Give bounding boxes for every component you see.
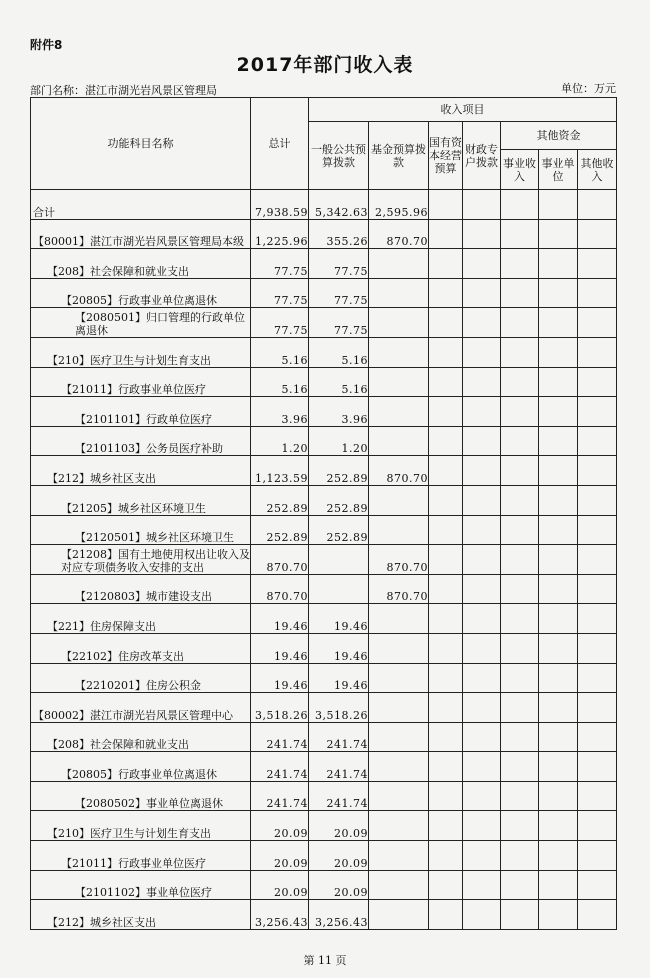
row-general: 20.09	[309, 811, 369, 841]
row-total: 241.74	[251, 781, 309, 811]
row-fund	[369, 722, 429, 752]
row-name: 【2120803】城市建设支出	[31, 574, 251, 604]
empty-cell	[429, 781, 463, 811]
row-general: 77.75	[309, 249, 369, 279]
row-fund	[369, 663, 429, 693]
row-total: 241.74	[251, 722, 309, 752]
empty-cell	[578, 752, 617, 782]
row-general: 252.89	[309, 515, 369, 545]
empty-cell	[501, 752, 539, 782]
empty-cell	[429, 900, 463, 930]
row-fund	[369, 308, 429, 338]
header-total: 总计	[251, 98, 309, 190]
empty-cell	[539, 574, 578, 604]
row-fund	[369, 781, 429, 811]
row-name: 【2080502】事业单位离退休	[31, 781, 251, 811]
table-row	[31, 841, 617, 871]
empty-cell	[539, 397, 578, 427]
empty-cell	[539, 367, 578, 397]
row-fund	[369, 278, 429, 308]
table-row	[31, 249, 617, 279]
empty-cell	[463, 485, 501, 515]
empty-cell	[539, 604, 578, 634]
row-fund: 2,595.96	[369, 190, 429, 220]
empty-cell	[463, 190, 501, 220]
header-other-funds: 其他资金	[501, 122, 617, 150]
empty-cell	[429, 841, 463, 871]
empty-cell	[539, 278, 578, 308]
table-row	[31, 633, 617, 663]
empty-cell	[463, 367, 501, 397]
row-name: 【210】医疗卫生与计划生育支出	[31, 337, 251, 367]
empty-cell	[429, 367, 463, 397]
empty-cell	[463, 663, 501, 693]
empty-cell	[501, 722, 539, 752]
empty-cell	[501, 219, 539, 249]
empty-cell	[578, 190, 617, 220]
empty-cell	[578, 722, 617, 752]
empty-cell	[501, 841, 539, 871]
empty-cell	[429, 722, 463, 752]
row-total: 3,518.26	[251, 693, 309, 723]
empty-cell	[463, 693, 501, 723]
empty-cell	[501, 545, 539, 575]
empty-cell	[539, 515, 578, 545]
empty-cell	[539, 811, 578, 841]
row-general: 252.89	[309, 485, 369, 515]
table-row	[31, 485, 617, 515]
empty-cell	[578, 663, 617, 693]
empty-cell	[429, 485, 463, 515]
row-general	[309, 574, 369, 604]
row-name: 【212】城乡社区支出	[31, 456, 251, 486]
empty-cell	[501, 781, 539, 811]
empty-cell	[539, 633, 578, 663]
empty-cell	[578, 841, 617, 871]
empty-cell	[539, 870, 578, 900]
row-name: 【2080501】归口管理的行政单位离退休	[31, 308, 251, 338]
table-body	[31, 190, 617, 930]
table-row	[31, 693, 617, 723]
empty-cell	[539, 722, 578, 752]
empty-cell	[501, 693, 539, 723]
empty-cell	[501, 456, 539, 486]
empty-cell	[539, 219, 578, 249]
row-name: 【21011】行政事业单位医疗	[31, 367, 251, 397]
row-general: 1.20	[309, 426, 369, 456]
empty-cell	[539, 426, 578, 456]
row-name: 【208】社会保障和就业支出	[31, 249, 251, 279]
row-general: 19.46	[309, 633, 369, 663]
empty-cell	[501, 190, 539, 220]
row-total: 870.70	[251, 574, 309, 604]
row-fund	[369, 426, 429, 456]
row-fund	[369, 485, 429, 515]
empty-cell	[429, 545, 463, 575]
header-fiscal-special: 财政专户拨款	[463, 122, 501, 190]
row-fund	[369, 693, 429, 723]
table-row	[31, 426, 617, 456]
row-total: 19.46	[251, 663, 309, 693]
row-general: 19.46	[309, 663, 369, 693]
row-general: 20.09	[309, 841, 369, 871]
row-fund	[369, 752, 429, 782]
row-fund	[369, 841, 429, 871]
row-name: 合计	[31, 190, 251, 220]
empty-cell	[463, 278, 501, 308]
table-row	[31, 219, 617, 249]
row-fund	[369, 397, 429, 427]
row-general: 3.96	[309, 397, 369, 427]
table-row	[31, 308, 617, 338]
empty-cell	[539, 545, 578, 575]
empty-cell	[578, 367, 617, 397]
empty-cell	[463, 604, 501, 634]
row-total: 870.70	[251, 545, 309, 575]
empty-cell	[429, 219, 463, 249]
header-career-income: 事业收入	[501, 150, 539, 190]
empty-cell	[501, 633, 539, 663]
row-total: 77.75	[251, 249, 309, 279]
empty-cell	[578, 633, 617, 663]
empty-cell	[463, 722, 501, 752]
row-general: 241.74	[309, 722, 369, 752]
row-general: 3,518.26	[309, 693, 369, 723]
empty-cell	[578, 426, 617, 456]
row-total: 241.74	[251, 752, 309, 782]
empty-cell	[429, 693, 463, 723]
empty-cell	[501, 485, 539, 515]
row-fund	[369, 900, 429, 930]
empty-cell	[501, 663, 539, 693]
empty-cell	[463, 781, 501, 811]
empty-cell	[539, 337, 578, 367]
row-total: 19.46	[251, 604, 309, 634]
table-row	[31, 337, 617, 367]
empty-cell	[539, 841, 578, 871]
row-total: 252.89	[251, 515, 309, 545]
empty-cell	[578, 515, 617, 545]
empty-cell	[539, 249, 578, 279]
row-fund	[369, 604, 429, 634]
row-fund	[369, 337, 429, 367]
empty-cell	[463, 308, 501, 338]
empty-cell	[429, 752, 463, 782]
empty-cell	[501, 811, 539, 841]
row-total: 19.46	[251, 633, 309, 663]
empty-cell	[429, 397, 463, 427]
empty-cell	[429, 811, 463, 841]
attachment-label: 附件8	[30, 38, 63, 52]
row-total: 7,938.59	[251, 190, 309, 220]
row-total: 20.09	[251, 841, 309, 871]
empty-cell	[578, 337, 617, 367]
row-total: 5.16	[251, 337, 309, 367]
row-name: 【80001】湛江市湖光岩风景区管理局本级	[31, 219, 251, 249]
row-name: 【2101102】事业单位医疗	[31, 870, 251, 900]
row-name: 【2101103】公务员医疗补助	[31, 426, 251, 456]
empty-cell	[501, 308, 539, 338]
income-table	[30, 97, 617, 930]
row-name: 【210】医疗卫生与计划生育支出	[31, 811, 251, 841]
table-row	[31, 811, 617, 841]
empty-cell	[463, 752, 501, 782]
empty-cell	[578, 219, 617, 249]
row-general: 77.75	[309, 308, 369, 338]
table-row	[31, 870, 617, 900]
row-total: 1,123.59	[251, 456, 309, 486]
table-row	[31, 545, 617, 575]
empty-cell	[429, 308, 463, 338]
empty-cell	[501, 900, 539, 930]
header-name: 功能科目名称	[31, 98, 251, 190]
row-fund	[369, 515, 429, 545]
department-name: 部门名称：湛江市湖光岩风景区管理局	[30, 84, 217, 97]
row-fund	[369, 870, 429, 900]
empty-cell	[578, 811, 617, 841]
empty-cell	[463, 515, 501, 545]
table-row	[31, 456, 617, 486]
row-total: 3,256.43	[251, 900, 309, 930]
row-name: 【80002】湛江市湖光岩风景区管理中心	[31, 693, 251, 723]
empty-cell	[578, 870, 617, 900]
row-name: 【2210201】住房公积金	[31, 663, 251, 693]
row-total: 20.09	[251, 870, 309, 900]
empty-cell	[429, 633, 463, 663]
empty-cell	[501, 574, 539, 604]
row-fund: 870.70	[369, 545, 429, 575]
row-fund: 870.70	[369, 574, 429, 604]
row-general: 252.89	[309, 456, 369, 486]
row-general: 77.75	[309, 278, 369, 308]
empty-cell	[501, 870, 539, 900]
empty-cell	[501, 426, 539, 456]
empty-cell	[463, 811, 501, 841]
table-row	[31, 722, 617, 752]
row-total: 1,225.96	[251, 219, 309, 249]
row-general: 5,342.63	[309, 190, 369, 220]
empty-cell	[429, 515, 463, 545]
empty-cell	[429, 249, 463, 279]
empty-cell	[578, 604, 617, 634]
table-row	[31, 900, 617, 930]
row-general: 241.74	[309, 781, 369, 811]
empty-cell	[429, 663, 463, 693]
row-name: 【208】社会保障和就业支出	[31, 722, 251, 752]
row-fund: 870.70	[369, 219, 429, 249]
table-row	[31, 278, 617, 308]
empty-cell	[539, 693, 578, 723]
row-fund: 870.70	[369, 456, 429, 486]
empty-cell	[463, 545, 501, 575]
empty-cell	[578, 485, 617, 515]
row-total: 5.16	[251, 367, 309, 397]
table-row	[31, 190, 617, 220]
empty-cell	[501, 515, 539, 545]
empty-cell	[539, 485, 578, 515]
empty-cell	[539, 752, 578, 782]
row-general: 355.26	[309, 219, 369, 249]
row-fund	[369, 249, 429, 279]
empty-cell	[463, 337, 501, 367]
header-career-unit: 事业单位	[539, 150, 578, 190]
page-number: 第 11 页	[303, 954, 347, 967]
empty-cell	[578, 456, 617, 486]
empty-cell	[539, 900, 578, 930]
row-fund	[369, 367, 429, 397]
row-name: 【20805】行政事业单位离退休	[31, 752, 251, 782]
empty-cell	[578, 249, 617, 279]
empty-cell	[463, 397, 501, 427]
empty-cell	[578, 397, 617, 427]
row-name: 【221】住房保障支出	[31, 604, 251, 634]
empty-cell	[539, 781, 578, 811]
empty-cell	[429, 278, 463, 308]
row-general: 19.46	[309, 604, 369, 634]
header-other-income: 其他收入	[578, 150, 617, 190]
empty-cell	[539, 308, 578, 338]
row-total: 20.09	[251, 811, 309, 841]
empty-cell	[463, 633, 501, 663]
empty-cell	[429, 337, 463, 367]
empty-cell	[429, 604, 463, 634]
empty-cell	[578, 781, 617, 811]
unit-label: 单位：万元	[561, 82, 616, 95]
row-name: 【2101101】行政单位医疗	[31, 397, 251, 427]
row-total: 77.75	[251, 278, 309, 308]
empty-cell	[539, 190, 578, 220]
empty-cell	[429, 426, 463, 456]
row-general: 5.16	[309, 337, 369, 367]
empty-cell	[578, 900, 617, 930]
empty-cell	[429, 574, 463, 604]
row-fund	[369, 811, 429, 841]
table-row	[31, 397, 617, 427]
empty-cell	[539, 456, 578, 486]
header-income-items: 收入项目	[309, 98, 617, 122]
row-general: 241.74	[309, 752, 369, 782]
row-name: 【2120501】城乡社区环境卫生	[31, 515, 251, 545]
empty-cell	[501, 397, 539, 427]
page-title: 2017年部门收入表	[236, 54, 414, 76]
empty-cell	[578, 278, 617, 308]
empty-cell	[463, 456, 501, 486]
empty-cell	[501, 604, 539, 634]
row-name: 【20805】行政事业单位离退休	[31, 278, 251, 308]
row-general: 20.09	[309, 870, 369, 900]
table-row	[31, 663, 617, 693]
row-name: 【21208】国有土地使用权出让收入及对应专项债务收入安排的支出	[31, 545, 251, 575]
empty-cell	[501, 367, 539, 397]
empty-cell	[463, 870, 501, 900]
empty-cell	[429, 870, 463, 900]
header-fund: 基金预算拨款	[369, 122, 429, 190]
row-name: 【22102】住房改革支出	[31, 633, 251, 663]
empty-cell	[578, 545, 617, 575]
empty-cell	[463, 249, 501, 279]
empty-cell	[463, 841, 501, 871]
table-row	[31, 604, 617, 634]
row-name: 【212】城乡社区支出	[31, 900, 251, 930]
row-name: 【21011】行政事业单位医疗	[31, 841, 251, 871]
empty-cell	[463, 900, 501, 930]
empty-cell	[578, 574, 617, 604]
empty-cell	[463, 574, 501, 604]
row-general	[309, 545, 369, 575]
row-total: 252.89	[251, 485, 309, 515]
empty-cell	[463, 426, 501, 456]
empty-cell	[501, 278, 539, 308]
row-total: 1.20	[251, 426, 309, 456]
empty-cell	[539, 663, 578, 693]
row-total: 3.96	[251, 397, 309, 427]
empty-cell	[429, 190, 463, 220]
row-name: 【21205】城乡社区环境卫生	[31, 485, 251, 515]
row-fund	[369, 633, 429, 663]
empty-cell	[463, 219, 501, 249]
row-general: 5.16	[309, 367, 369, 397]
empty-cell	[429, 456, 463, 486]
empty-cell	[501, 249, 539, 279]
table-row	[31, 515, 617, 545]
empty-cell	[578, 693, 617, 723]
empty-cell	[578, 308, 617, 338]
table-row	[31, 752, 617, 782]
row-general: 3,256.43	[309, 900, 369, 930]
table-row	[31, 574, 617, 604]
table-row	[31, 781, 617, 811]
header-general: 一般公共预算拨款	[309, 122, 369, 190]
table-row	[31, 367, 617, 397]
empty-cell	[501, 337, 539, 367]
row-total: 77.75	[251, 308, 309, 338]
header-state-capital: 国有资本经营预算	[429, 122, 463, 190]
